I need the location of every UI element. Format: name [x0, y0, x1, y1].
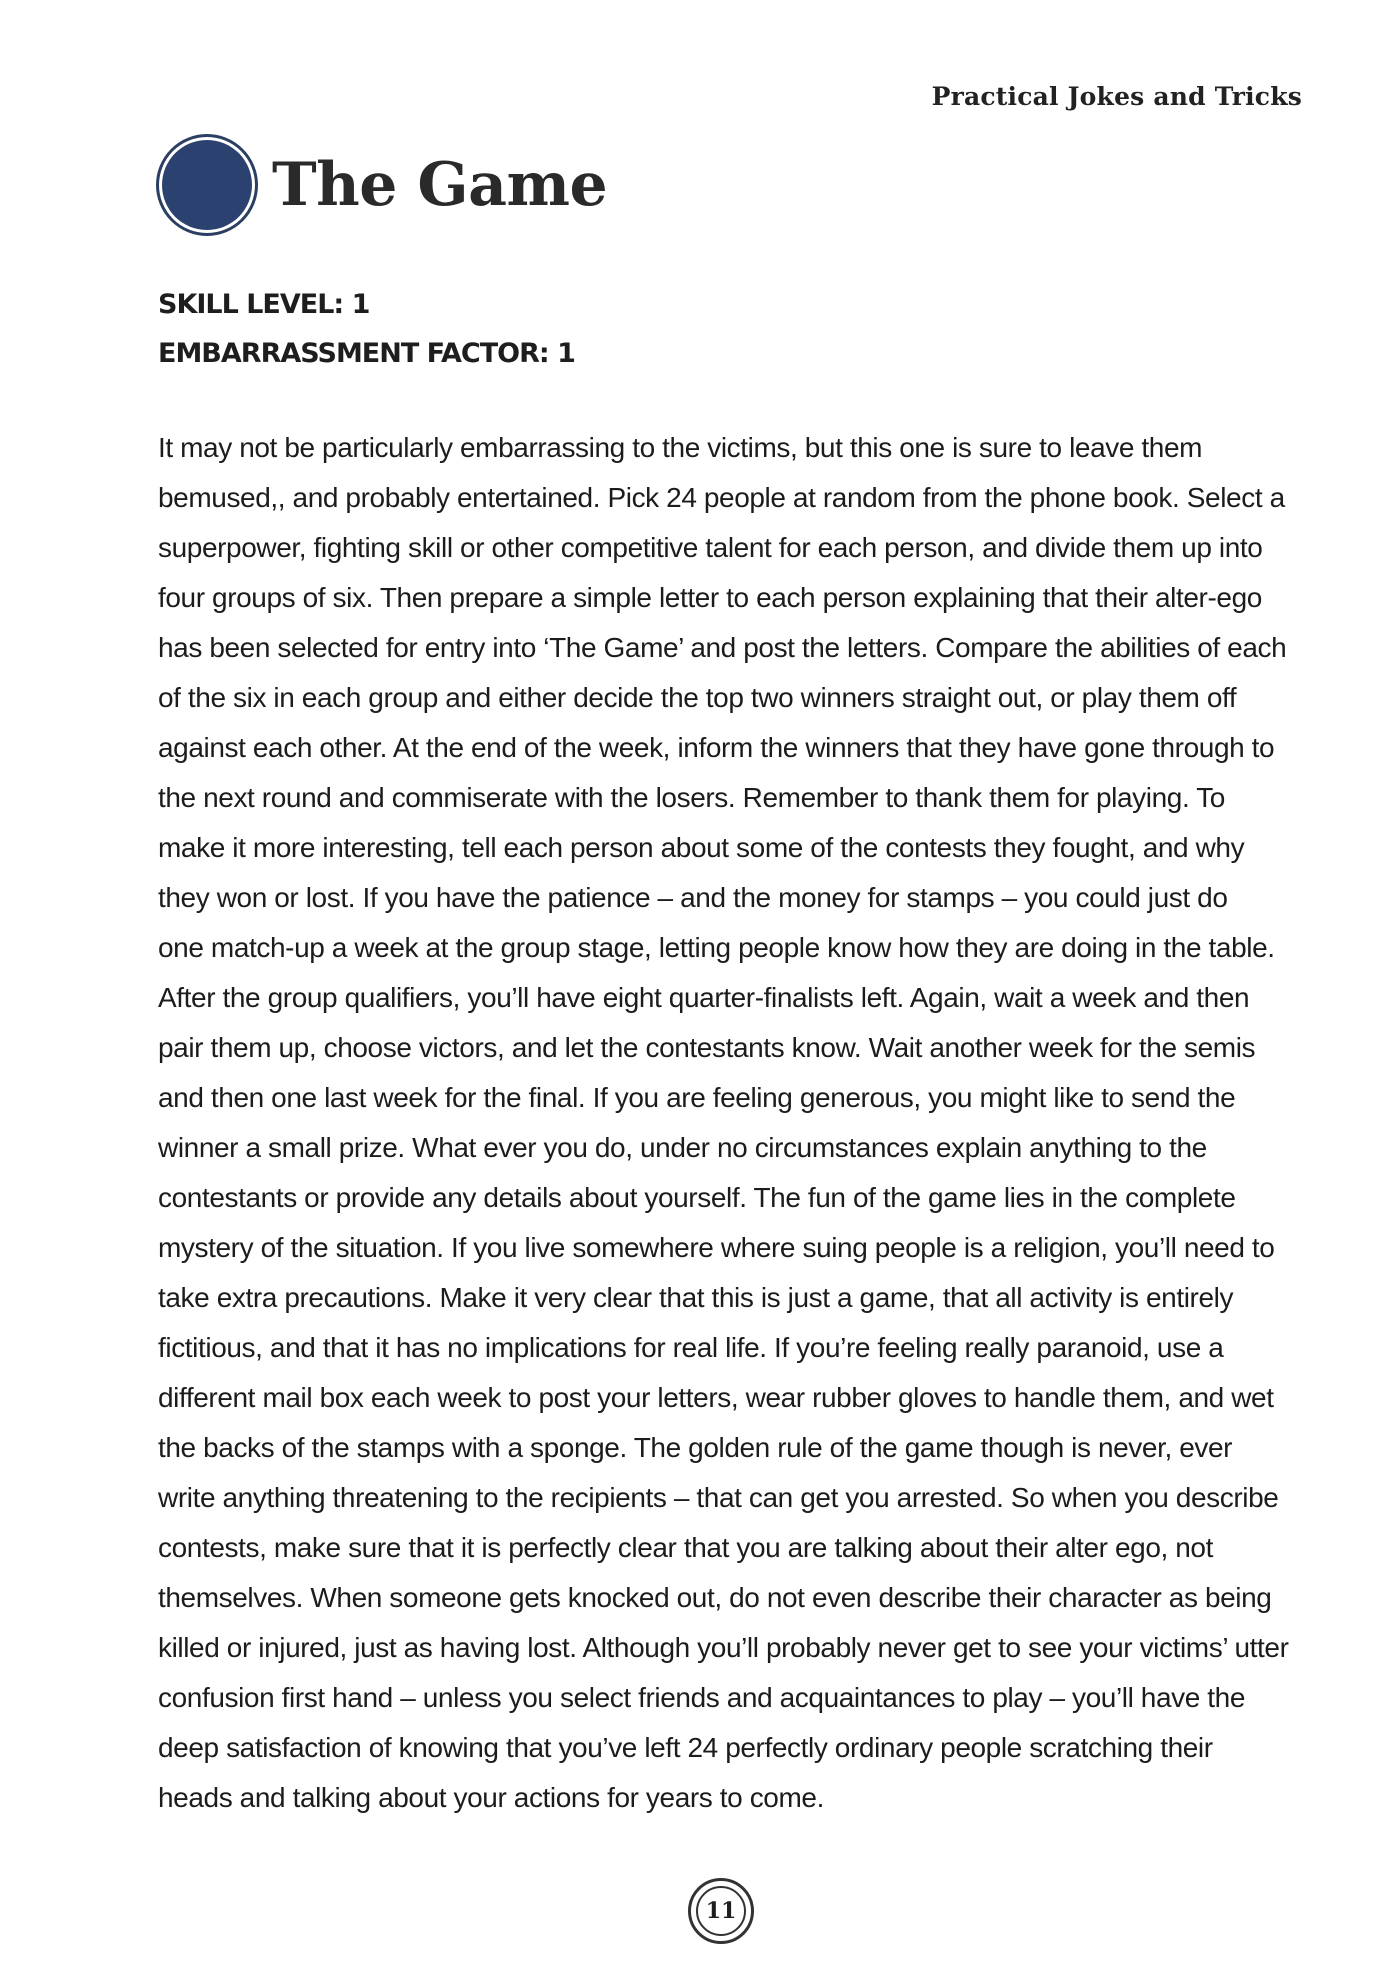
body-line: take extra precautions. Make it very clear that this is just a game, that all activity is entirely: [158, 1282, 1234, 1313]
body-line: and then one last week for the final. If you are feeling generous, you might like to send the: [158, 1082, 1236, 1113]
page-title: The Game: [272, 150, 608, 220]
title-badge-icon: [156, 134, 258, 236]
meta-block: [158, 280, 575, 378]
running-header: Practical Jokes and Tricks: [931, 82, 1302, 111]
body-line: has been selected for entry into ‘The Game’ and post the letters. Compare the abilities of each: [158, 632, 1287, 663]
title-badge-fill: [162, 140, 252, 230]
body-line: After the group qualifiers, you’ll have eight quarter-finalists left. Again, wait a week and then: [158, 982, 1250, 1013]
body-line: of the six in each group and either decide the top two winners straight out, or play them off: [158, 682, 1237, 713]
body-line: heads and talking about your actions for years to come.: [158, 1782, 824, 1813]
body-line: deep satisfaction of knowing that you’ve left 24 perfectly ordinary people scratching their: [158, 1732, 1213, 1763]
body-line: fictitious, and that it has no implications for real life. If you’re feeling really paranoid, use a: [158, 1332, 1224, 1363]
body-line: killed or injured, just as having lost. Although you’ll probably never get to see your victims’ utter: [158, 1632, 1289, 1663]
page-number: 11: [696, 1886, 746, 1936]
body-line: different mail box each week to post your letters, wear rubber gloves to handle them, and wet: [158, 1382, 1274, 1413]
embarrassment-factor: EMBARRASSMENT FACTOR: 1: [158, 338, 575, 369]
title-block: [156, 132, 607, 238]
body-line: contests, make sure that it is perfectly clear that you are talking about their alter ego, not: [158, 1532, 1213, 1563]
skill-level: SKILL LEVEL: 1: [158, 289, 370, 320]
page-number-badge: [688, 1878, 754, 1944]
body-line: bemused,, and probably entertained. Pick 24 people at random from the phone book. Select a: [158, 482, 1285, 513]
body-line: the backs of the stamps with a sponge. The golden rule of the game though is never, ever: [158, 1432, 1233, 1463]
body-line: contestants or provide any details about yourself. The fun of the game lies in the complete: [158, 1182, 1236, 1213]
body-line: one match-up a week at the group stage, letting people know how they are doing in the table.: [158, 932, 1275, 963]
body-line: pair them up, choose victors, and let the contestants know. Wait another week for the semis: [158, 1032, 1256, 1063]
body-line: winner a small prize. What ever you do, under no circumstances explain anything to the: [158, 1132, 1207, 1163]
body-line: mystery of the situation. If you live somewhere where suing people is a religion, you’ll need to: [158, 1232, 1275, 1263]
body-line: themselves. When someone gets knocked out, do not even describe their character as being: [158, 1582, 1272, 1613]
body-line: four groups of six. Then prepare a simple letter to each person explaining that their alter-ego: [158, 582, 1262, 613]
body-line: confusion first hand – unless you select friends and acquaintances to play – you’ll have the: [158, 1682, 1246, 1713]
body-line: the next round and commiserate with the losers. Remember to thank them for playing. To: [158, 782, 1225, 813]
body-line: write anything threatening to the recipients – that can get you arrested. So when you describe: [158, 1482, 1279, 1513]
body-line: make it more interesting, tell each person about some of the contests they fought, and why: [158, 832, 1245, 863]
body-line: against each other. At the end of the week, inform the winners that they have gone through to: [158, 732, 1275, 763]
body-line: they won or lost. If you have the patience – and the money for stamps – you could just do: [158, 882, 1228, 913]
body-line: It may not be particularly embarrassing to the victims, but this one is sure to leave them: [158, 432, 1203, 463]
body-text: [158, 423, 1298, 1823]
body-line: superpower, fighting skill or other competitive talent for each person, and divide them up into: [158, 532, 1263, 563]
